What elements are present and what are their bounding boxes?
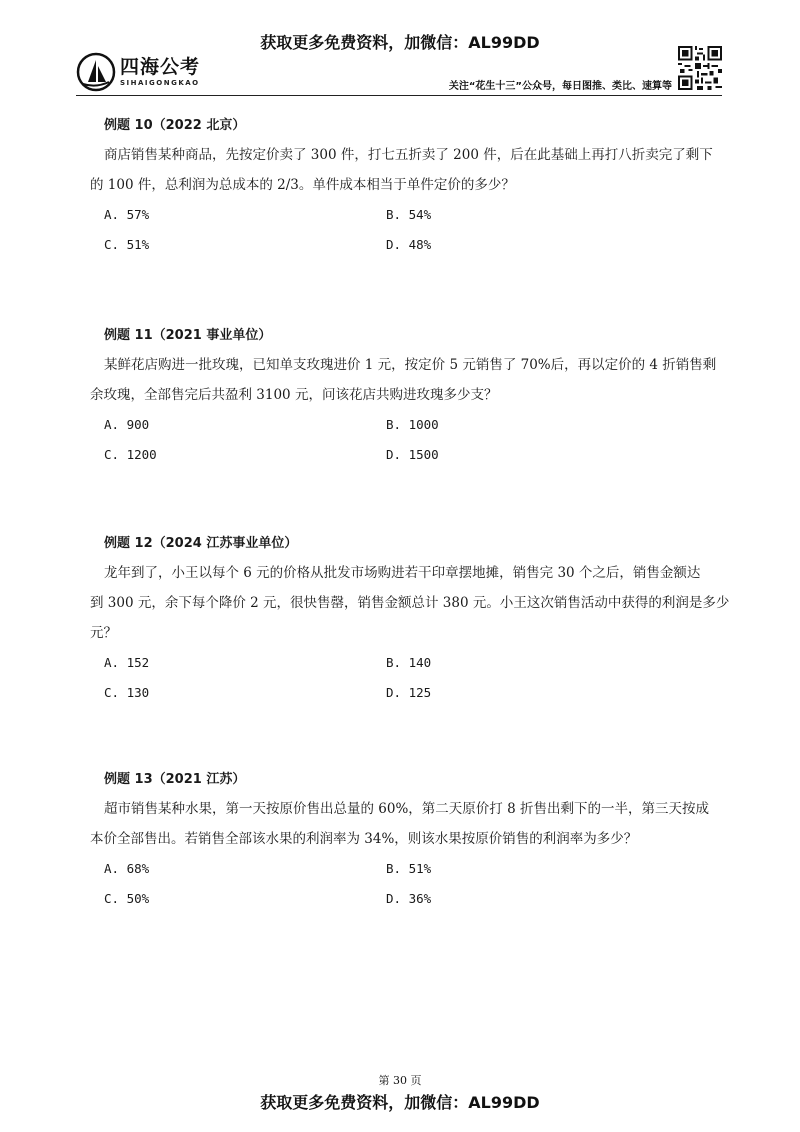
option-b: B. 140 <box>386 655 432 670</box>
stem-line: 本价全部售出。若销售全部该水果的利润率为 34%，则该水果按原价销售的利润率为多少？ <box>90 831 638 847</box>
options-grid <box>104 200 713 260</box>
question-title: 例题 11（2021 事业单位） <box>104 328 272 343</box>
stem-line: 元？ <box>90 625 117 641</box>
sail-logo-icon <box>76 52 116 92</box>
logo <box>76 52 200 92</box>
option-a: A. 68% <box>104 861 150 876</box>
option-c: C. 50% <box>104 891 150 906</box>
logo-name: 四海公考 <box>120 55 201 78</box>
option-b: B. 54% <box>386 207 432 222</box>
question-block <box>90 766 709 914</box>
qr-code-icon <box>678 46 722 90</box>
options-grid <box>104 648 729 708</box>
option-a: A. 900 <box>104 417 150 432</box>
option-d: D. 125 <box>386 685 432 700</box>
question-stem <box>90 794 709 854</box>
stem-line: 龙年到了，小王以每个 6 元的价格从批发市场购进若干印章摆地摊，销售完 30 个之后，销售金额达 <box>104 565 701 581</box>
stem-line: 到 300 元，余下每个降价 2 元，很快售罄，销售金额总计 380 元。小王这次销售活动中获得的利润是多少 <box>90 595 730 611</box>
question-block <box>90 530 730 708</box>
question-stem <box>90 140 713 200</box>
option-d: D. 36% <box>386 891 432 906</box>
logo-subtitle: SIHAIGONGKAO <box>120 78 200 87</box>
stem-line: 商店销售某种商品，先按定价卖了 300 件，打七五折卖了 200 件，后在此基础上再打八折卖完了剩下 <box>104 147 713 163</box>
stem-line: 超市销售某种水果，第一天按原价售出总量的 60%，第二天原价打 8 折售出剩下的一半，第三天按成 <box>104 801 709 817</box>
stem-line: 余玫瑰，全部售完后共盈利 3100 元，问该花店共购进玫瑰多少支？ <box>90 387 498 403</box>
question-block <box>90 112 713 260</box>
options-grid <box>104 410 716 470</box>
option-d: D. 1500 <box>386 447 439 462</box>
question-title: 例题 13（2021 江苏） <box>104 772 246 787</box>
question-block <box>90 322 717 470</box>
page-number: 第 30 页 <box>378 1074 422 1087</box>
bottom-banner: 获取更多免费资料，加微信：AL99DD <box>260 1093 540 1112</box>
stem-line: 某鲜花店购进一批玫瑰，已知单支玫瑰进价 1 元，按定价 5 元销售了 70%后，再以定价的 4 折销售剩 <box>104 357 717 373</box>
option-a: A. 152 <box>104 655 150 670</box>
follow-notice: 关注“花生十三”公众号，每日图推、类比、速算等 <box>448 81 672 92</box>
header-divider <box>76 95 722 96</box>
options-grid <box>104 854 709 914</box>
option-c: C. 1200 <box>104 447 157 462</box>
stem-line: 的 100 件，总利润为总成本的 2/3。单件成本相当于单件定价的多少？ <box>90 177 515 193</box>
option-d: D. 48% <box>386 237 432 252</box>
question-title: 例题 10（2022 北京） <box>104 118 246 133</box>
option-b: B. 1000 <box>386 417 439 432</box>
question-title: 例题 12（2024 江苏事业单位） <box>104 536 298 551</box>
option-b: B. 51% <box>386 861 432 876</box>
option-c: C. 130 <box>104 685 150 700</box>
top-banner: 获取更多免费资料，加微信：AL99DD <box>260 33 540 52</box>
question-stem <box>90 558 729 648</box>
question-stem <box>90 350 716 410</box>
option-a: A. 57% <box>104 207 150 222</box>
option-c: C. 51% <box>104 237 150 252</box>
